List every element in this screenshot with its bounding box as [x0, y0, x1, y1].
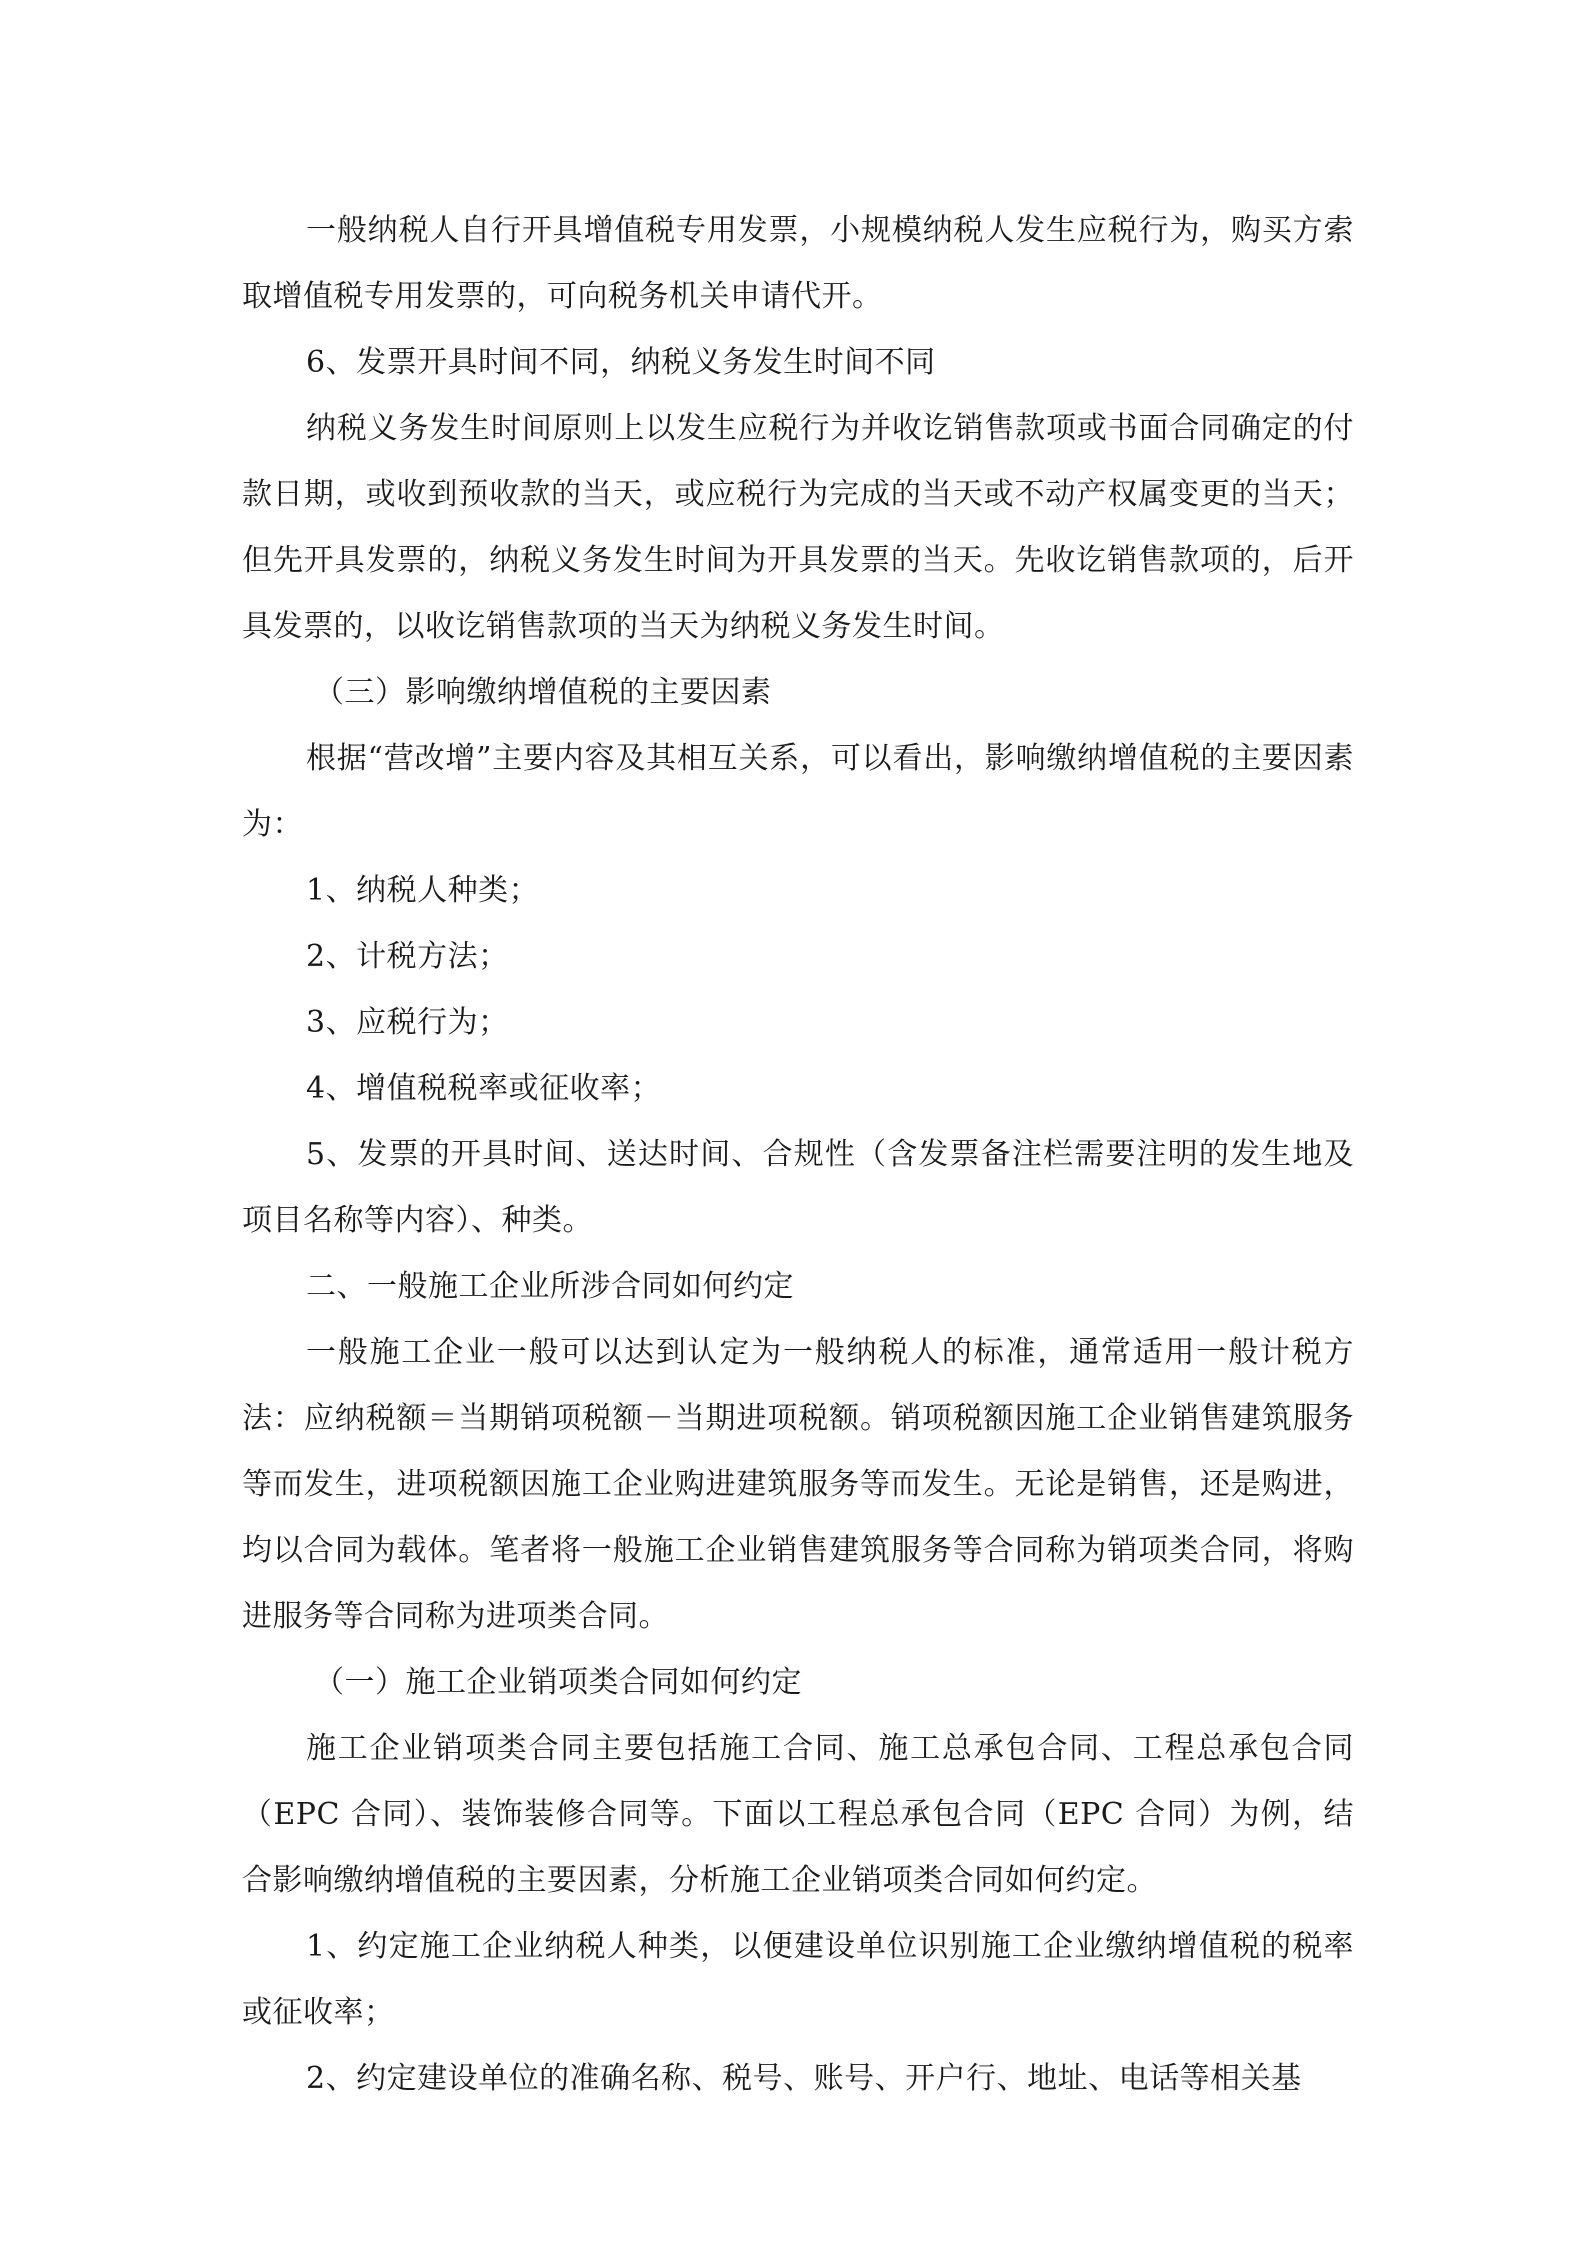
list-item-4: 4、增值税税率或征收率； [306, 1071, 662, 1106]
paragraph-general-taxpayer: 一般施工企业一般可以达到认定为一般纳税人的标准，通常适用一般计税方法：应纳税额＝当期销项税额－当期进项税额。销项税额因施工企业销售建筑服务等而发生，进项税额因施工企业购进建筑服务等而发生。无论是销售，还是购进，均以合同为载体。笔者将一般施工企业销售建筑服务等合同称为销项类合同，将购进服务等合同称为进项类合同。 [242, 1335, 1354, 1634]
paragraph-sales-contracts: 施工企业销项类合同主要包括施工合同、施工总承包合同、工程总承包合同（EPC 合同）、装饰装修合同等。下面以工程总承包合同（EPC 合同）为例，结合影响缴纳增值税的主要因素，分析施工企业销项类合同如何约定。 [242, 1731, 1354, 1898]
list-item-5: 5、发票的开具时间、送达时间、合规性（含发票备注栏需要注明的发生地及项目名称等内容）、种类。 [242, 1137, 1354, 1238]
section-heading-3: （三）影响缴纳增值税的主要因素 [314, 675, 772, 710]
heading-item-6: 6、发票开具时间不同，纳税义务发生时间不同 [306, 345, 936, 380]
paragraph-invoice-issuance: 一般纳税人自行开具增值税专用发票，小规模纳税人发生应税行为，购买方索取增值税专用发票的，可向税务机关申请代开。 [242, 213, 1354, 314]
section-heading-1: （一）施工企业销项类合同如何约定 [314, 1665, 802, 1700]
list-item-1: 1、纳税人种类； [306, 873, 540, 908]
contract-item-2: 2、约定建设单位的准确名称、税号、账号、开户行、地址、电话等相关基 [306, 2061, 1302, 2096]
paragraph-tax-obligation-time: 纳税义务发生时间原则上以发生应税行为并收讫销售款项或书面合同确定的付款日期，或收到预收款的当天，或应税行为完成的当天或不动产权属变更的当天；但先开具发票的，纳税义务发生时间为开具发票的当天。先收讫销售款项的，后开具发票的，以收讫销售款项的当天为纳税义务发生时间。 [242, 411, 1354, 644]
list-item-3: 3、应税行为； [306, 1005, 509, 1040]
list-item-2: 2、计税方法； [306, 939, 509, 974]
contract-item-1: 1、约定施工企业纳税人种类，以便建设单位识别施工企业缴纳增值税的税率或征收率； [242, 1929, 1354, 2030]
chapter-heading-2: 二、一般施工企业所涉合同如何约定 [306, 1269, 794, 1304]
document-body [242, 198, 1354, 2112]
paragraph-factors-intro: 根据“营改增”主要内容及其相互关系，可以看出，影响缴纳增值税的主要因素为： [242, 741, 1354, 842]
